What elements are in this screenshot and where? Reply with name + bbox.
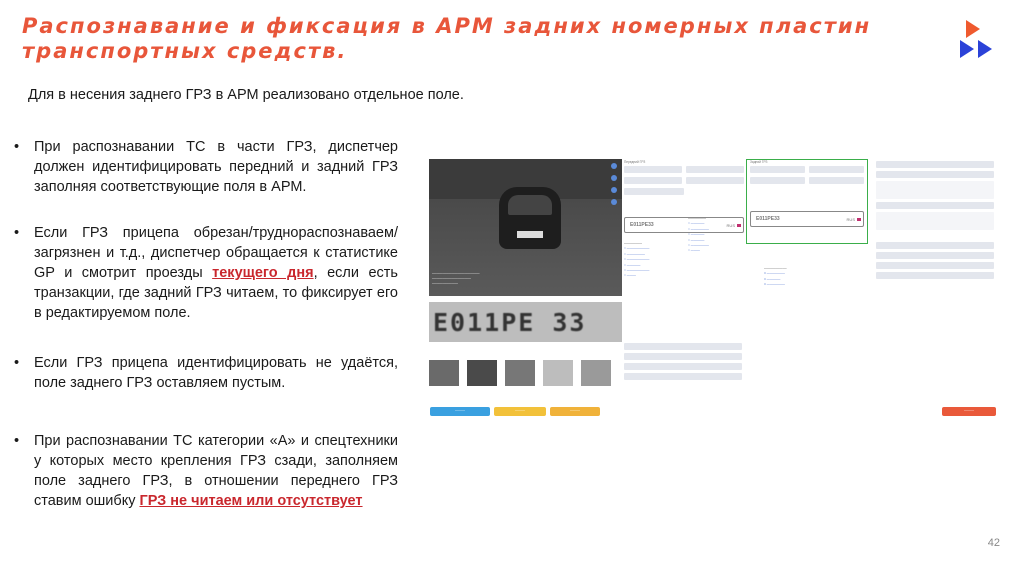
field[interactable] — [624, 343, 742, 350]
rear-plate-panel — [750, 160, 864, 227]
field[interactable] — [624, 373, 742, 380]
bullet-2 — [14, 223, 398, 323]
logo-icon — [958, 18, 1002, 62]
field[interactable] — [750, 166, 805, 173]
extra-conditions-list[interactable]: ────────── □ ──────── □ ────── □ ──────── — [764, 266, 787, 287]
plate-value: E011PE33 — [630, 222, 654, 228]
action-button[interactable]: ──── — [494, 407, 546, 416]
camera-info-overlay: ────────────────────── ────────────────── ──────────── — [432, 272, 480, 286]
field[interactable] — [876, 262, 994, 269]
action-button[interactable]: ──── — [550, 407, 600, 416]
field[interactable] — [809, 177, 864, 184]
bullet-marker: • — [14, 433, 20, 449]
bullet-text — [34, 223, 398, 323]
bullet-3 — [14, 353, 398, 393]
field[interactable] — [876, 161, 994, 168]
thumbnail[interactable] — [467, 360, 497, 386]
camera-controls[interactable] — [611, 163, 619, 211]
right-panel — [876, 160, 994, 282]
field[interactable] — [686, 166, 744, 173]
bullet-text: При распознавании ТС в части ГРЗ, диспетчер должен идентифицировать передний и задний ГРЗ заполняя соответствующие поля в АРМ. — [34, 139, 398, 195]
highlight-text: текущего дня — [212, 265, 314, 281]
plate-crop-image — [429, 302, 622, 342]
thumbnail[interactable] — [543, 360, 573, 386]
thumbnail[interactable] — [581, 360, 611, 386]
thumbnail[interactable] — [505, 360, 535, 386]
vehicle — [499, 187, 561, 249]
bullet-marker: • — [14, 225, 20, 241]
plate-value: E011PE33 — [756, 216, 780, 222]
options-list[interactable]: ──────── ○ ────── ○ ──────── ○ ────── ○ ────── ○ ──────── ○ ──── — [688, 216, 709, 253]
field[interactable] — [876, 171, 994, 178]
bullet-text-part: , если есть транзакции, где задний ГРЗ читаем, то фиксирует его в редактируемом поле. — [34, 265, 398, 321]
field[interactable] — [876, 202, 994, 209]
subtitle: Для в несения заднего ГРЗ в АРМ реализовано отдельное поле. — [28, 87, 464, 103]
plate-crop-text: E011PE 33 — [433, 308, 587, 337]
bullet-text: Если ГРЗ прицепа идентифицировать не удаётся, поле заднего ГРЗ оставляем пустым. — [34, 355, 398, 391]
bullet-marker: • — [14, 355, 20, 371]
field[interactable] — [624, 188, 684, 195]
flag-icon — [857, 218, 861, 221]
thumbnail-strip[interactable] — [429, 360, 622, 388]
bullet-text-part: При распознавании ТС категории «А» и спецтехники у которых место крепления ГРЗ сзади, заполняем поле заднего ГРЗ, в отношении переднего ГРЗ ставим ошибку — [34, 433, 398, 509]
bullet-text — [34, 431, 398, 511]
field[interactable] — [624, 363, 742, 370]
field[interactable] — [876, 272, 994, 279]
action-button[interactable]: ──── — [942, 407, 996, 416]
field[interactable] — [809, 166, 864, 173]
bullet-text-part: Если ГРЗ прицепа обрезан/труднораспознаваем/загрязнен и т.д., диспетчер обращается к статистике GP и смотрит проезды — [34, 225, 398, 281]
thumbnail[interactable] — [429, 360, 459, 386]
arm-screenshot — [426, 156, 998, 418]
camera-image — [429, 159, 622, 296]
axle-panel[interactable] — [876, 181, 994, 199]
field[interactable] — [624, 177, 682, 184]
panel-title: Передний ГРЗ — [624, 160, 646, 164]
vehicle-form — [624, 342, 742, 383]
field[interactable] — [686, 177, 744, 184]
field[interactable] — [624, 166, 682, 173]
rear-plate-input[interactable] — [750, 211, 864, 227]
field[interactable] — [624, 353, 742, 360]
slide-title: Распознавание и фиксация в АРМ задних номерных пластин транспортных средств. — [22, 14, 872, 63]
axle-panel[interactable] — [876, 212, 994, 230]
plate-region: RUS — [846, 216, 855, 222]
bullet-4 — [14, 431, 398, 511]
action-button[interactable]: ──── — [430, 407, 490, 416]
bullet-marker: • — [14, 139, 20, 155]
error-list[interactable]: ──────── ○ ────────── ○ ──────── ○ ────────── ○ ────── ○ ────────── ○ ──── — [624, 241, 650, 278]
page-number: 42 — [987, 537, 1000, 549]
plate-region: RUS — [726, 222, 735, 228]
field[interactable] — [750, 177, 805, 184]
bullet-1 — [14, 137, 398, 197]
highlight-text: ГРЗ не читаем или отсутствует — [139, 493, 363, 509]
field[interactable] — [876, 242, 994, 249]
panel-title: Задний ГРЗ — [750, 160, 768, 164]
field[interactable] — [876, 252, 994, 259]
